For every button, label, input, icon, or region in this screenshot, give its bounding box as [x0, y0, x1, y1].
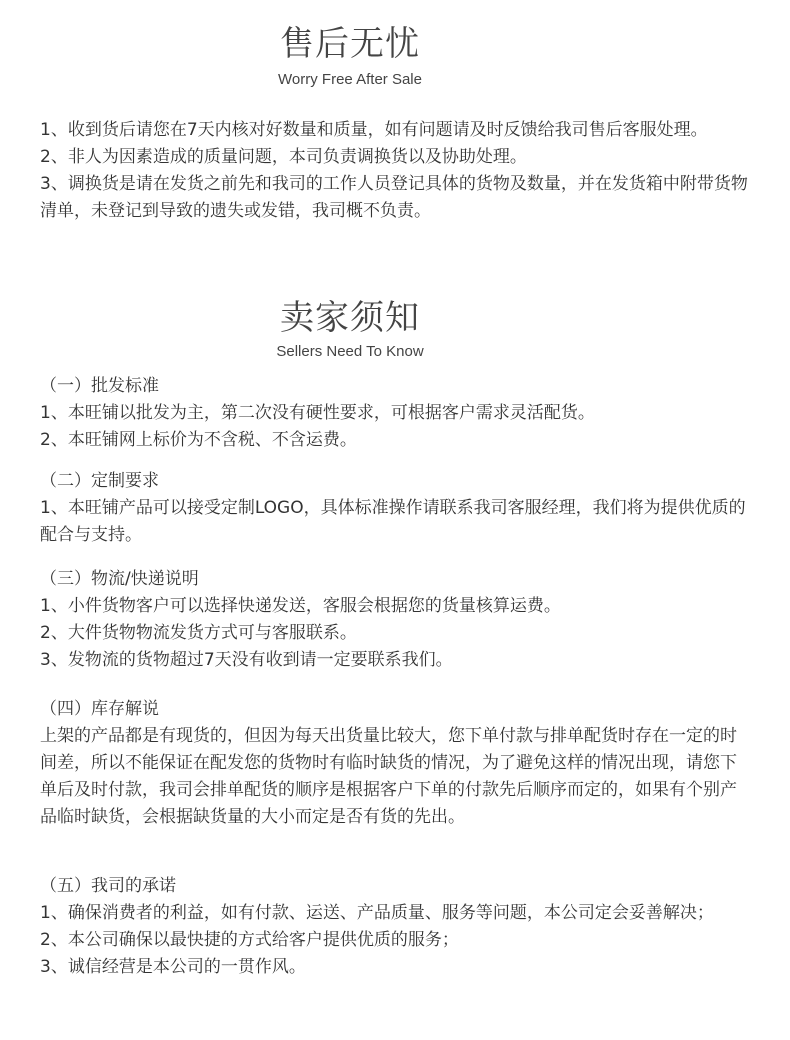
section-heading: （五）我司的承诺 [40, 876, 176, 896]
after-sale-list [40, 117, 752, 225]
section-line: 2、大件货物物流发货方式可与客服联系。 [40, 623, 357, 643]
section-line: 2、本公司确保以最快捷的方式给客户提供优质的服务； [40, 930, 459, 950]
section-line: 3、发物流的货物超过7天没有收到请一定要联系我们。 [40, 650, 453, 670]
section-line: 3、诚信经营是本公司的一贯作风。 [40, 957, 306, 977]
after-sale-item: 2、非人为因素造成的质量问题，本司负责调换货以及协助处理。 [40, 147, 527, 167]
sellers-section-custom [40, 468, 752, 549]
section-line: 1、本旺铺产品可以接受定制LOGO，具体标准操作请联系我司客服经理，我们将为提供优质的配合与支持。 [40, 498, 746, 545]
sellers-title: 卖家须知 [280, 298, 420, 338]
section-line: 1、本旺铺以批发为主，第二次没有硬性要求，可根据客户需求灵活配货。 [40, 403, 595, 423]
after-sale-title: 售后无忧 [280, 24, 420, 64]
section-line: 上架的产品都是有现货的，但因为每天出货量比较大，您下单付款与排单配货时存在一定的时间差，所以不能保证在配发您的货物时有临时缺货的情况，为了避免这样的情况出现，请您下单后及时付款，我司会排单配货的顺序是根据客户下单的付款先后顺序而定的，如果有个别产品临时缺货，会根据缺货量的大小而定是否有货的先出。 [40, 726, 737, 827]
sellers-section-promise [40, 873, 752, 981]
section-heading: （四）库存解说 [40, 699, 159, 719]
section-line: 1、确保消费者的利益，如有付款、运送、产品质量、服务等问题，本公司定会妥善解决； [40, 903, 714, 923]
section-heading: （三）物流/快递说明 [40, 569, 199, 589]
sellers-section-inventory [40, 696, 752, 831]
section-line: 1、小件货物客户可以选择快递发送，客服会根据您的货量核算运费。 [40, 596, 561, 616]
sellers-section-logistics [40, 566, 752, 674]
section-heading: （一）批发标准 [40, 376, 159, 396]
sellers-subtitle: Sellers Need To Know [276, 343, 424, 360]
section-heading: （二）定制要求 [40, 471, 159, 491]
section-line: 2、本旺铺网上标价为不含税、不含运费。 [40, 430, 357, 450]
sellers-section-wholesale [40, 373, 752, 454]
after-sale-item: 1、收到货后请您在7天内核对好数量和质量，如有问题请及时反馈给我司售后客服处理。 [40, 120, 708, 140]
after-sale-subtitle: Worry Free After Sale [278, 71, 422, 88]
after-sale-item: 3、调换货是请在发货之前先和我司的工作人员登记具体的货物及数量，并在发货箱中附带货物清单，未登记到导致的遗失或发错，我司概不负责。 [40, 174, 748, 221]
